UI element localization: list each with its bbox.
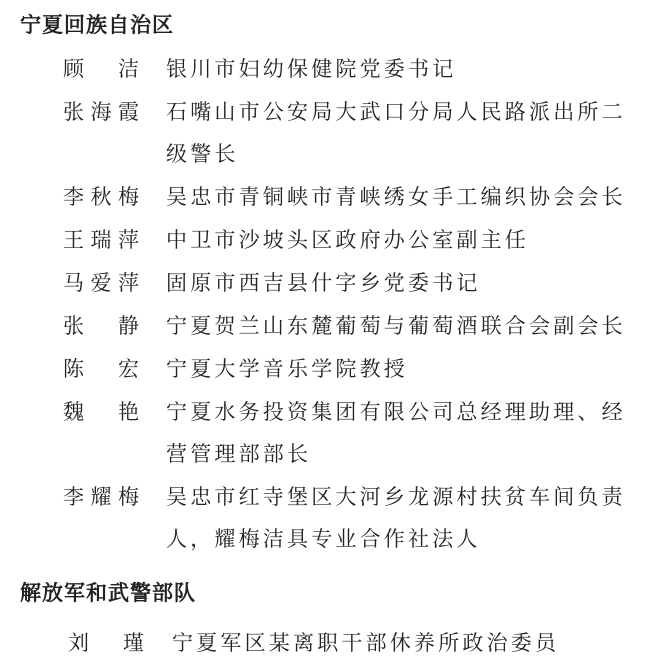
section-title-pla: 解放军和武警部队 (20, 581, 196, 605)
person-title: 吴忠市青铜峡市青峡绣女手工编织协会会长 (166, 185, 626, 209)
person-name: 李秋梅 (63, 185, 139, 209)
person-name: 顾 洁 (63, 57, 139, 81)
person-title: 中卫市沙坡头区政府办公室副主任 (166, 228, 529, 252)
person-name: 张海霞 (63, 100, 139, 124)
person-title: 宁夏水务投资集团有限公司总经理助理、经营管理部部长 (166, 400, 626, 466)
section-title-ningxia: 宁夏回族自治区 (20, 13, 174, 37)
person-name: 张 静 (63, 314, 139, 338)
person-title: 石嘴山市公安局大武口分局人民路派出所二级警长 (166, 100, 626, 166)
person-name: 马爱萍 (63, 271, 139, 295)
person-title: 吴忠市红寺堡区大河乡龙源村扶贫车间负责人，耀梅洁具专业合作社法人 (166, 485, 626, 551)
person-name: 王瑞萍 (63, 228, 139, 252)
person-name: 刘 瑾 (68, 631, 144, 655)
person-name: 陈 宏 (63, 357, 139, 381)
person-title: 宁夏大学音乐学院教授 (166, 357, 408, 381)
person-title: 银川市妇幼保健院党委书记 (166, 57, 457, 81)
person-title: 宁夏军区某离职干部休养所政治委员 (172, 631, 560, 655)
person-name: 李耀梅 (63, 485, 139, 509)
person-title: 宁夏贺兰山东麓葡萄与葡萄酒联合会副会长 (166, 314, 626, 338)
person-name: 魏 艳 (63, 400, 139, 424)
person-title: 固原市西吉县什字乡党委书记 (166, 271, 481, 295)
